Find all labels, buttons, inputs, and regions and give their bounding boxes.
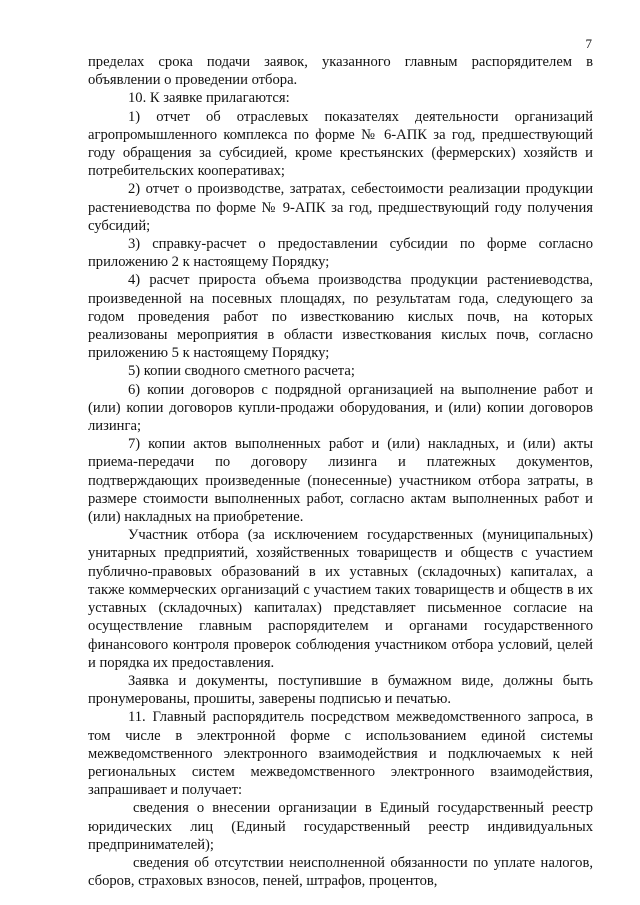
paragraph-participant-consent: Участник отбора (за исключением государственных (муниципальных) унитарных предприятий, хозяйственных товариществ и обществ с участием публично-правовых образований в их уставных (складочных) капиталах, а также коммерческих организаций с участием таких товариществ и обществ в их уставных (складочных) капиталах) представляет письменное согласие на осуществление главным распорядителем и органами государственного финансового контроля проверок соблюдения участником отбора условий, целей и порядка их предоставления. <box>88 527 593 671</box>
paragraph-subitem-6: 6) копии договоров с подрядной организацией на выполнение работ и (или) копии договоров купли-продажи оборудования, и (или) копии договоров лизинга; <box>88 381 593 435</box>
page-number: 7 <box>585 36 592 51</box>
document-body <box>88 53 593 890</box>
paragraph-continuation: пределах срока подачи заявок, указанного главным распорядителем в объявлении о проведении отбора. <box>88 54 593 89</box>
paragraph-subitem-2: 2) отчет о производстве, затратах, себестоимости реализации продукции растениеводства по форме № 9-АПК за год, предшествующий году получения субсидий; <box>88 181 593 234</box>
paragraph-tax-info: сведения об отсутствии неисполненной обязанности по уплате налогов, сборов, страховых взносов, пеней, штрафов, процентов, <box>88 854 593 890</box>
paragraph-subitem-1: 1) отчет об отраслевых показателях деятельности организаций агропромышленного комплекса по форме № 6-АПК за год, предшествующий году обращения за субсидией, кроме крестьянских (фермерских) хозяйств и потребительских кооперативах; <box>88 108 593 180</box>
paragraph-item-10: 10. К заявке прилагаются: <box>128 90 290 107</box>
paragraph-subitem-5: 5) копии сводного сметного расчета; <box>128 363 355 380</box>
paragraph-registry-info: сведения о внесении организации в Единый государственный реестр юридических лиц (Единый государственный реестр индивидуальных предпринимателей); <box>88 800 593 853</box>
paragraph-paper-documents: Заявка и документы, поступившие в бумажном виде, должны быть пронумерованы, прошиты, заверены подписью и печатью. <box>88 672 593 708</box>
paragraph-subitem-3: 3) справку-расчет о предоставлении субсидии по форме согласно приложению 2 к настоящему Порядку; <box>88 236 593 271</box>
paragraph-subitem-4: 4) расчет прироста объема производства продукции растениеводства, произведенной на посевных площадях, по результатам года, следующего за годом проведения работ по известкованию кислых почв, на которых реализованы мероприятия в области известкования кислых почв, согласно приложению 5 к настоящему Порядку; <box>88 272 593 362</box>
paragraph-subitem-7: 7) копии актов выполненных работ и (или) накладных, и (или) акты приема-передачи по договору лизинга и платежных документов, подтверждающих произведенные (понесенные) участником отбора затраты, в размере стоимости выполненных работ, согласно актам выполненных работ и (или) накладных на приобретение. <box>88 436 593 526</box>
paragraph-item-11: 11. Главный распорядитель посредством межведомственного запроса, в том числе в электронной форме с использованием единой системы межведомственного электронного взаимодействия и подключаемых к ней региональных систем межведомственного электронного взаимодействия, запрашивает и получает: <box>88 709 593 799</box>
